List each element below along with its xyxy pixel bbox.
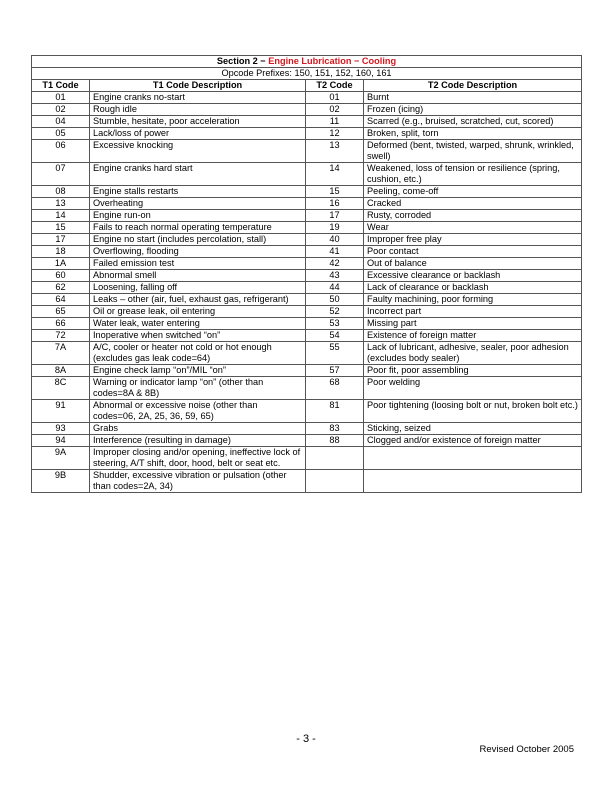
t2-code-cell: 53 [306,318,364,330]
t1-code-cell: 94 [32,435,90,447]
section-title-row [32,56,582,68]
table-row [32,470,582,493]
t1-desc-cell: Abnormal or excessive noise (other than codes=06, 2A, 25, 36, 59, 65) [90,400,306,423]
t2-desc-cell [364,447,582,470]
t1-code-cell: 7A [32,342,90,365]
header-t2-code: T2 Code [306,80,364,92]
t1-code-cell: 08 [32,186,90,198]
table-row [32,423,582,435]
t2-code-cell: 52 [306,306,364,318]
t1-desc-cell: Inoperative when switched “on” [90,330,306,342]
t1-code-cell: 17 [32,234,90,246]
t1-code-cell: 04 [32,116,90,128]
table-row [32,186,582,198]
header-t1-code: T1 Code [32,80,90,92]
table-row [32,270,582,282]
t1-desc-cell: A/C, cooler or heater not cold or hot enough (excludes gas leak code=64) [90,342,306,365]
t1-desc-cell: Grabs [90,423,306,435]
t1-desc-cell: Shudder, excessive vibration or pulsation (other than codes=2A, 34) [90,470,306,493]
revised-date: Revised October 2005 [479,744,574,755]
t2-desc-cell: Poor contact [364,246,582,258]
table-row [32,400,582,423]
t2-code-cell: 83 [306,423,364,435]
t1-code-cell: 93 [32,423,90,435]
t1-code-cell: 01 [32,92,90,104]
t1-code-cell: 06 [32,140,90,163]
t2-code-cell: 54 [306,330,364,342]
t2-code-cell: 50 [306,294,364,306]
header-row [32,80,582,92]
t1-code-cell: 62 [32,282,90,294]
header-t1-desc: T1 Code Description [90,80,306,92]
table-row [32,318,582,330]
table-row [32,306,582,318]
t2-code-cell: 43 [306,270,364,282]
t2-desc-cell: Scarred (e.g., bruised, scratched, cut, scored) [364,116,582,128]
t1-desc-cell: Oil or grease leak, oil entering [90,306,306,318]
t2-desc-cell: Rusty, corroded [364,210,582,222]
table-row [32,435,582,447]
t2-desc-cell: Frozen (icing) [364,104,582,116]
t1-desc-cell: Engine cranks hard start [90,163,306,186]
t2-desc-cell: Clogged and/or existence of foreign matter [364,435,582,447]
t2-code-cell: 17 [306,210,364,222]
t1-code-cell: 1A [32,258,90,270]
t1-code-cell: 8C [32,377,90,400]
t2-code-cell: 02 [306,104,364,116]
table-row [32,198,582,210]
t2-desc-cell: Burnt [364,92,582,104]
t1-desc-cell: Abnormal smell [90,270,306,282]
t1-code-cell: 13 [32,198,90,210]
opcode-prefix-row [32,68,582,80]
t2-desc-cell: Improper free play [364,234,582,246]
t2-code-cell: 19 [306,222,364,234]
t1-code-cell: 91 [32,400,90,423]
t2-code-cell [306,470,364,493]
table-row [32,234,582,246]
t1-code-cell: 05 [32,128,90,140]
table-row [32,447,582,470]
t2-desc-cell: Sticking, seized [364,423,582,435]
t1-code-cell: 8A [32,365,90,377]
t2-desc-cell: Faulty machining, poor forming [364,294,582,306]
t1-code-cell: 60 [32,270,90,282]
t2-code-cell [306,447,364,470]
table-row [32,282,582,294]
t1-desc-cell: Excessive knocking [90,140,306,163]
t1-desc-cell: Fails to reach normal operating temperature [90,222,306,234]
t2-desc-cell: Broken, split, torn [364,128,582,140]
t1-code-cell: 18 [32,246,90,258]
t2-desc-cell: Weakened, loss of tension or resilience (spring, cushion, etc.) [364,163,582,186]
table-row [32,128,582,140]
t2-desc-cell: Wear [364,222,582,234]
t2-code-cell: 55 [306,342,364,365]
t2-code-cell: 44 [306,282,364,294]
table-row [32,377,582,400]
header-t2-desc: T2 Code Description [364,80,582,92]
t1-desc-cell: Failed emission test [90,258,306,270]
t1-desc-cell: Loosening, falling off [90,282,306,294]
t1-desc-cell: Water leak, water entering [90,318,306,330]
t2-code-cell: 40 [306,234,364,246]
t2-code-cell: 68 [306,377,364,400]
t1-desc-cell: Stumble, hesitate, poor acceleration [90,116,306,128]
t2-code-cell: 88 [306,435,364,447]
table-row [32,92,582,104]
t1-code-cell: 07 [32,163,90,186]
t2-code-cell: 11 [306,116,364,128]
codes-table [31,55,582,493]
t2-code-cell: 42 [306,258,364,270]
t1-code-cell: 66 [32,318,90,330]
t2-desc-cell: Lack of clearance or backlash [364,282,582,294]
t1-code-cell: 72 [32,330,90,342]
t2-desc-cell: Poor welding [364,377,582,400]
t2-desc-cell: Deformed (bent, twisted, warped, shrunk, wrinkled, swell) [364,140,582,163]
t2-code-cell: 12 [306,128,364,140]
t1-desc-cell: Warning or indicator lamp “on” (other than codes=8A & 8B) [90,377,306,400]
t1-desc-cell: Engine stalls restarts [90,186,306,198]
t1-code-cell: 65 [32,306,90,318]
t1-desc-cell: Overflowing, flooding [90,246,306,258]
table-row [32,116,582,128]
table-row [32,222,582,234]
t1-desc-cell: Interference (resulting in damage) [90,435,306,447]
table-row [32,246,582,258]
table-row [32,258,582,270]
table-row [32,342,582,365]
t1-desc-cell: Rough idle [90,104,306,116]
t2-code-cell: 41 [306,246,364,258]
table-row [32,330,582,342]
table-row [32,140,582,163]
section-title-highlight: Engine Lubrication − Cooling [268,56,397,66]
t2-desc-cell: Missing part [364,318,582,330]
t1-desc-cell: Overheating [90,198,306,210]
t1-desc-cell: Engine cranks no-start [90,92,306,104]
t2-code-cell: 16 [306,198,364,210]
table-row [32,163,582,186]
t2-code-cell: 57 [306,365,364,377]
t1-desc-cell: Engine check lamp “on”/MIL “on” [90,365,306,377]
t1-code-cell: 02 [32,104,90,116]
opcode-prefixes: Opcode Prefixes: 150, 151, 152, 160, 161 [32,68,582,80]
t1-desc-cell: Improper closing and/or opening, ineffective lock of steering, A/T shift, door, hood, belt or seat etc. [90,447,306,470]
table-row [32,294,582,306]
t1-code-cell: 9A [32,447,90,470]
t2-code-cell: 14 [306,163,364,186]
page-number: - 3 - [296,733,316,745]
t2-code-cell: 01 [306,92,364,104]
t1-desc-cell: Engine no start (includes percolation, stall) [90,234,306,246]
t2-code-cell: 13 [306,140,364,163]
t2-desc-cell: Excessive clearance or backlash [364,270,582,282]
t2-desc-cell: Peeling, come-off [364,186,582,198]
t2-desc-cell: Poor fit, poor assembling [364,365,582,377]
section-title: Section 2 − Engine Lubrication − Cooling [32,56,582,68]
t2-desc-cell: Cracked [364,198,582,210]
t2-code-cell: 15 [306,186,364,198]
t2-code-cell: 81 [306,400,364,423]
t1-code-cell: 14 [32,210,90,222]
table-row [32,365,582,377]
t2-desc-cell: Incorrect part [364,306,582,318]
t2-desc-cell: Existence of foreign matter [364,330,582,342]
t1-desc-cell: Leaks – other (air, fuel, exhaust gas, refrigerant) [90,294,306,306]
t1-desc-cell: Engine run-on [90,210,306,222]
t2-desc-cell: Out of balance [364,258,582,270]
t1-code-cell: 15 [32,222,90,234]
t1-code-cell: 64 [32,294,90,306]
table-row [32,210,582,222]
t2-desc-cell: Poor tightening (loosing bolt or nut, broken bolt etc.) [364,400,582,423]
t1-code-cell: 9B [32,470,90,493]
t2-desc-cell [364,470,582,493]
table-row [32,104,582,116]
t2-desc-cell: Lack of lubricant, adhesive, sealer, poor adhesion (excludes body sealer) [364,342,582,365]
t1-desc-cell: Lack/loss of power [90,128,306,140]
